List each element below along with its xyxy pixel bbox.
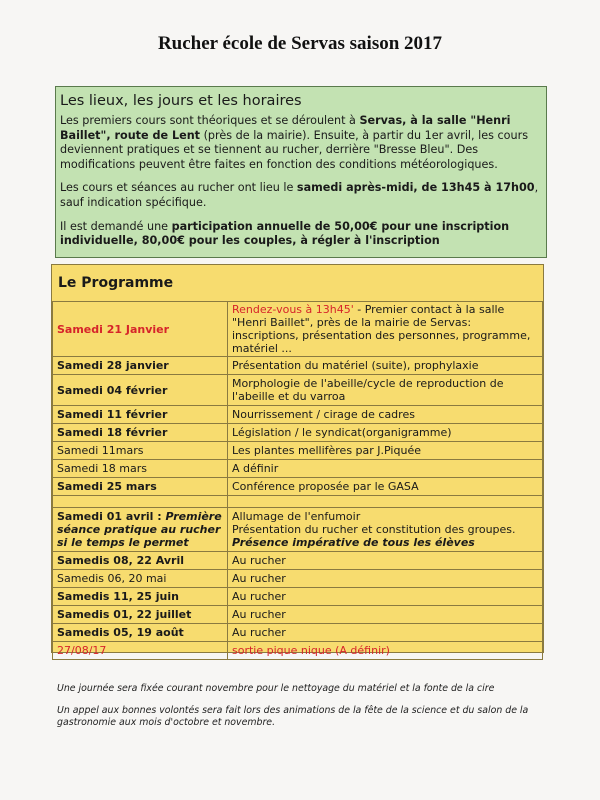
intro-fee: participation annuelle de 50,00€ pour une inscription individuelle, 80,00€ pour les couples, à régler à l'inscription	[60, 219, 510, 248]
row-date: Samedi 04 février	[53, 375, 228, 406]
row-description: Législation / le syndicat(organigramme)	[228, 424, 543, 442]
footer-note-volunteers: Un appel aux bonnes volontés sera fait lors des animations de la fête de la science et du salon de la gastronomie aux mois d'octobre et novembre.	[57, 705, 529, 728]
row-date-main: Samedi 01 avril :	[57, 510, 166, 523]
row-date: Samedi 11 février	[53, 406, 228, 424]
row-description: Nourrissement / cirage de cadres	[228, 406, 543, 424]
table-row	[53, 508, 543, 552]
row-date: Samedis 08, 22 Avril	[53, 552, 228, 570]
programme-table	[52, 301, 543, 660]
table-row	[53, 478, 543, 496]
intro-heading: Les lieux, les jours et les horaires	[60, 93, 302, 109]
row-date: Samedi 25 mars	[53, 478, 228, 496]
intro-paragraph-schedule	[60, 181, 542, 210]
row-date-note: Première séance pratique au rucher si le temps le permet	[57, 510, 222, 549]
table-row	[53, 606, 543, 624]
table-row	[53, 442, 543, 460]
row-date: Samedi 18 mars	[53, 460, 228, 478]
row-description	[228, 302, 543, 357]
table-row	[53, 460, 543, 478]
row-desc-emphasis: Présence impérative de tous les élèves	[232, 536, 475, 549]
row-date: Samedis 01, 22 juillet	[53, 606, 228, 624]
row-description: Au rucher	[228, 606, 543, 624]
table-row	[53, 552, 543, 570]
intro-paragraph-location	[60, 114, 542, 172]
table-row	[53, 375, 543, 406]
table-row	[53, 624, 543, 642]
row-description: sortie pique nique (A définir)	[228, 642, 543, 660]
page-title: Rucher école de Servas saison 2017	[157, 33, 443, 54]
row-description: Les plantes mellifères par J.Piquée	[228, 442, 543, 460]
row-description: Au rucher	[228, 552, 543, 570]
row-description: Présentation du matériel (suite), prophylaxie	[228, 357, 543, 375]
programme-heading: Le Programme	[58, 275, 174, 291]
row-highlight: Rendez-vous à 13h45'	[232, 303, 354, 316]
row-description: A définir	[228, 460, 543, 478]
row-description: Au rucher	[228, 570, 543, 588]
row-date-empty	[53, 496, 228, 508]
row-description	[228, 508, 543, 552]
row-desc-text: - Premier contact à la salle "Henri Baillet", près de la mairie de Servas: inscriptions, présentation des personnes, programme, matériel ...	[232, 303, 531, 355]
intro-paragraph-fee	[60, 220, 542, 249]
table-row	[53, 302, 543, 357]
row-description: Conférence proposée par le GASA	[228, 478, 543, 496]
row-date: Samedi 21 Janvier	[53, 302, 228, 357]
row-date: Samedi 11mars	[53, 442, 228, 460]
intro-text: Les premiers cours sont théoriques et se déroulent à	[60, 114, 360, 127]
intro-section	[55, 86, 547, 258]
programme-section	[51, 264, 544, 657]
intro-schedule-time: samedi après-midi, de 13h45 à 17h00	[296, 181, 535, 195]
table-row	[53, 642, 543, 660]
intro-location: Servas, à la salle "Henri Baillet", route de Lent	[60, 114, 511, 142]
table-row-spacer	[53, 496, 543, 508]
row-description: Au rucher	[228, 588, 543, 606]
row-date: Samedis 05, 19 août	[53, 624, 228, 642]
row-date	[53, 508, 228, 552]
table-row	[53, 570, 543, 588]
table-row	[53, 357, 543, 375]
row-description-empty	[228, 496, 543, 508]
row-date: Samedi 28 janvier	[53, 357, 228, 375]
footer-note-cleaning: Une journée sera fixée courant novembre pour le nettoyage du matériel et la fonte de la cire	[57, 683, 495, 694]
table-row	[53, 588, 543, 606]
row-desc-line: Présentation du rucher et constitution des groupes.	[232, 523, 516, 536]
row-desc-line: Allumage de l'enfumoir	[232, 510, 361, 523]
row-date: Samedis 06, 20 mai	[53, 570, 228, 588]
intro-text: Il est demandé une	[60, 219, 172, 233]
intro-text: Les cours et séances au rucher ont lieu le	[60, 181, 297, 195]
row-date: Samedi 18 février	[53, 424, 228, 442]
row-date: Samedis 11, 25 juin	[53, 588, 228, 606]
row-description: Au rucher	[228, 624, 543, 642]
intro-text: (près de la mairie). Ensuite, à partir du 1er avril, les cours deviennent pratiques et se tiennent au rucher, derrière "Bresse Bleu". Des modifications peuvent être faites en fonction des conditions météorologiques.	[60, 128, 529, 171]
intro-text: , sauf indication spécifique.	[60, 181, 539, 209]
row-date: 27/08/17	[53, 642, 228, 660]
row-description: Morphologie de l'abeille/cycle de reproduction de l'abeille et du varroa	[228, 375, 543, 406]
table-row	[53, 406, 543, 424]
table-row	[53, 424, 543, 442]
